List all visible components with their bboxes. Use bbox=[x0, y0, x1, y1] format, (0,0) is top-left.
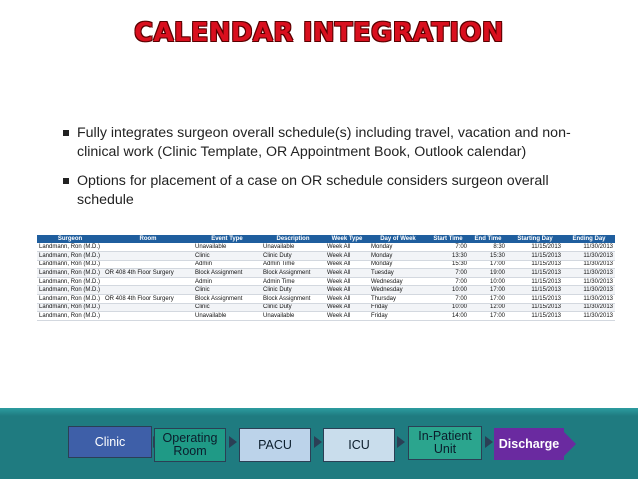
flow-step-pacu bbox=[239, 428, 311, 462]
table-cell: Week All bbox=[325, 303, 369, 312]
table-cell: 11/30/2013 bbox=[563, 277, 615, 286]
table-cell: Week All bbox=[325, 252, 369, 261]
table-cell: 10:00 bbox=[427, 286, 469, 295]
col-header: Starting Day bbox=[507, 235, 563, 243]
table-cell: Friday bbox=[369, 303, 427, 312]
table-cell: Admin bbox=[193, 277, 261, 286]
table-cell: 11/30/2013 bbox=[563, 295, 615, 304]
slide-title: CALENDAR INTEGRATION bbox=[134, 18, 504, 48]
bullet-list bbox=[63, 124, 608, 220]
col-header: Day of Week bbox=[369, 235, 427, 243]
table-cell: 11/15/2013 bbox=[507, 277, 563, 286]
table-cell: 7:00 bbox=[427, 269, 469, 278]
table-cell: Admin Time bbox=[261, 277, 325, 286]
col-header: Ending Day bbox=[563, 235, 615, 243]
table-cell: OR 408 4th Floor Surgery bbox=[103, 295, 193, 304]
table-cell: Thursday bbox=[369, 295, 427, 304]
table-cell: 11/15/2013 bbox=[507, 269, 563, 278]
table-row bbox=[37, 295, 615, 304]
table-cell: 11/30/2013 bbox=[563, 243, 615, 252]
col-header: Description bbox=[261, 235, 325, 243]
table-cell: 11/30/2013 bbox=[563, 252, 615, 261]
bullet-item bbox=[63, 172, 608, 210]
table-row bbox=[37, 303, 615, 312]
table-cell: 17:00 bbox=[469, 260, 507, 269]
table-cell: Clinic bbox=[193, 303, 261, 312]
table-cell: Landmann, Ron (M.D.) bbox=[37, 295, 103, 304]
table-cell bbox=[103, 312, 193, 321]
table-cell: 11/30/2013 bbox=[563, 312, 615, 321]
table-cell: 17:00 bbox=[469, 286, 507, 295]
table-cell: Unavailable bbox=[193, 312, 261, 321]
table-cell: Clinic Duty bbox=[261, 303, 325, 312]
col-header: Start Time bbox=[427, 235, 469, 243]
table-cell: 11/15/2013 bbox=[507, 243, 563, 252]
table-cell: Clinic bbox=[193, 252, 261, 261]
table-cell: 11/30/2013 bbox=[563, 286, 615, 295]
arrow-right-icon bbox=[564, 432, 576, 456]
square-bullet-icon bbox=[63, 130, 69, 136]
arrow-right-icon bbox=[314, 436, 322, 448]
table-cell: Landmann, Ron (M.D.) bbox=[37, 252, 103, 261]
surgeon-schedule-table bbox=[37, 235, 615, 321]
table-cell: 15:30 bbox=[427, 260, 469, 269]
table-row bbox=[37, 269, 615, 278]
flow-step-label: Discharge bbox=[498, 436, 560, 451]
table-cell: Block Assignment bbox=[193, 295, 261, 304]
table-cell: Landmann, Ron (M.D.) bbox=[37, 303, 103, 312]
table-cell: Tuesday bbox=[369, 269, 427, 278]
table-cell: 11/15/2013 bbox=[507, 286, 563, 295]
table-cell: Clinic Duty bbox=[261, 252, 325, 261]
table-cell: 11/15/2013 bbox=[507, 295, 563, 304]
table-cell: Week All bbox=[325, 295, 369, 304]
table-cell: Landmann, Ron (M.D.) bbox=[37, 286, 103, 295]
col-header: Surgeon bbox=[37, 235, 103, 243]
table-cell: Admin bbox=[193, 260, 261, 269]
flow-step-label: In-Patient Unit bbox=[418, 429, 472, 456]
table-cell: Week All bbox=[325, 312, 369, 321]
table-cell: Friday bbox=[369, 312, 427, 321]
table-cell: Clinic Duty bbox=[261, 286, 325, 295]
bullet-item bbox=[63, 124, 608, 162]
table-cell: 12:00 bbox=[469, 303, 507, 312]
table-row bbox=[37, 277, 615, 286]
col-header: Room bbox=[103, 235, 193, 243]
arrow-right-icon bbox=[485, 436, 493, 448]
table-cell: 11/30/2013 bbox=[563, 260, 615, 269]
table-cell: Unavailable bbox=[261, 243, 325, 252]
col-header: Event Type bbox=[193, 235, 261, 243]
table-cell: Monday bbox=[369, 260, 427, 269]
bullet-text: Options for placement of a case on OR schedule considers surgeon overall schedule bbox=[77, 173, 549, 208]
table-cell: OR 408 4th Floor Surgery bbox=[103, 269, 193, 278]
table-cell bbox=[103, 243, 193, 252]
table-cell: 17:00 bbox=[469, 312, 507, 321]
table-cell: Block Assignment bbox=[261, 295, 325, 304]
table-cell: Monday bbox=[369, 252, 427, 261]
arrow-right-icon bbox=[229, 436, 237, 448]
arrow-right-icon bbox=[397, 436, 405, 448]
flow-step-clinic bbox=[68, 426, 152, 458]
table-cell: Landmann, Ron (M.D.) bbox=[37, 277, 103, 286]
table-cell: 10:00 bbox=[469, 277, 507, 286]
table-cell: Block Assignment bbox=[261, 269, 325, 278]
flow-step-operating-room bbox=[154, 428, 226, 462]
table-cell: 11/30/2013 bbox=[563, 269, 615, 278]
table-cell: 14:00 bbox=[427, 312, 469, 321]
table-cell: Landmann, Ron (M.D.) bbox=[37, 269, 103, 278]
table-cell: 7:00 bbox=[427, 295, 469, 304]
table-row bbox=[37, 243, 615, 252]
table-cell: 11/30/2013 bbox=[563, 303, 615, 312]
table-cell: Landmann, Ron (M.D.) bbox=[37, 260, 103, 269]
table-cell: Admin Time bbox=[261, 260, 325, 269]
table-cell: 8:30 bbox=[469, 243, 507, 252]
table-cell: 17:00 bbox=[469, 295, 507, 304]
table-cell: Week All bbox=[325, 277, 369, 286]
flow-step-in-patient-unit bbox=[408, 426, 482, 460]
table-cell: Unavailable bbox=[261, 312, 325, 321]
table-cell: Block Assignment bbox=[193, 269, 261, 278]
table-cell: Clinic bbox=[193, 286, 261, 295]
table-cell bbox=[103, 303, 193, 312]
table-cell bbox=[103, 252, 193, 261]
table-cell: Landmann, Ron (M.D.) bbox=[37, 243, 103, 252]
table-cell: 11/15/2013 bbox=[507, 312, 563, 321]
flow-step-label: Operating Room bbox=[162, 431, 218, 458]
table-row bbox=[37, 286, 615, 295]
flow-step-discharge bbox=[494, 428, 564, 460]
table-header-row bbox=[37, 235, 615, 243]
flow-step-label: PACU bbox=[258, 437, 292, 452]
table-cell: Week All bbox=[325, 243, 369, 252]
table-cell: Monday bbox=[369, 243, 427, 252]
table-cell: 11/15/2013 bbox=[507, 260, 563, 269]
col-header: Week Type bbox=[325, 235, 369, 243]
table-cell: 13:30 bbox=[427, 252, 469, 261]
table-cell: 10:00 bbox=[427, 303, 469, 312]
flow-step-label: Clinic bbox=[94, 434, 126, 449]
table-cell: 19:00 bbox=[469, 269, 507, 278]
table-cell: 7:00 bbox=[427, 277, 469, 286]
table-cell: Week All bbox=[325, 286, 369, 295]
flow-step-label: ICU bbox=[348, 437, 370, 452]
bullet-text: Fully integrates surgeon overall schedule(s) including travel, vacation and non-clinical work (Clinic Template, OR Appointment Book, Outlook calendar) bbox=[77, 125, 571, 160]
col-header: End Time bbox=[469, 235, 507, 243]
table-cell: 15:30 bbox=[469, 252, 507, 261]
table-cell: Unavailable bbox=[193, 243, 261, 252]
table-cell: Wednesday bbox=[369, 277, 427, 286]
table-cell: Landmann, Ron (M.D.) bbox=[37, 312, 103, 321]
table-row bbox=[37, 252, 615, 261]
table-cell: 7:00 bbox=[427, 243, 469, 252]
table-cell: Week All bbox=[325, 260, 369, 269]
table-cell bbox=[103, 286, 193, 295]
table-row bbox=[37, 260, 615, 269]
table-cell: Week All bbox=[325, 269, 369, 278]
square-bullet-icon bbox=[63, 178, 69, 184]
table-cell bbox=[103, 277, 193, 286]
table-cell bbox=[103, 260, 193, 269]
table-cell: 11/15/2013 bbox=[507, 303, 563, 312]
flow-step-icu bbox=[323, 428, 395, 462]
table-cell: Wednesday bbox=[369, 286, 427, 295]
table-cell: 11/15/2013 bbox=[507, 252, 563, 261]
table-row bbox=[37, 312, 615, 321]
